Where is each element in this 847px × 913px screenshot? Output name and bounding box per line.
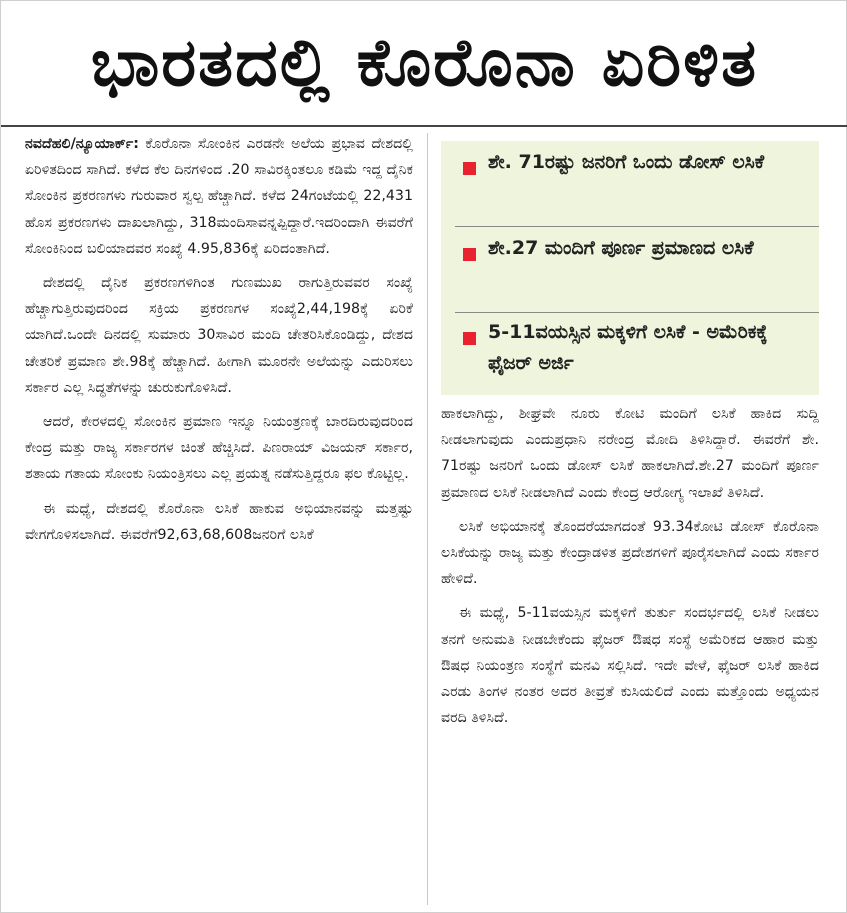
article-paragraph: ಈ ಮಧ್ಯೆ, ದೇಶದಲ್ಲಿ ಕೊರೊನಾ ಲಸಿಕೆ ಹಾಕುವ ಅಭಿಯಾನವನ್ನು ಮತ್ತಷ್ಟು ವೇಗಗೊಳಿಸಲಾಗಿದೆ. ಈವರೆಗೆ92,63,68,608ಜನರಿಗೆ ಲಸಿಕೆ [25,500,413,543]
headline: ಭಾರತದಲ್ಲಿ ಕೊರೊನಾ ಏರಿಳಿತ [1,1,847,127]
paragraph-text: ಕೊರೊನಾ ಸೋಂಕಿನ ಎರಡನೇ ಅಲೆಯ ಪ್ರಭಾವ ದೇಶದಲ್ಲಿ ಏರಿಳಿತದಿಂದ ಸಾಗಿದೆ. ಕಳೆದ ಕೆಲ ದಿನಗಳಿಂದ .20 ಸಾವಿರಕ್ಕಿಂತಲೂ ಕಡಿಮೆ ಇದ್ದ ದೈನಿಕ ಸೋಂಕಿನ ಪ್ರಕರಣಗಳು ಗುರುವಾರ ಸ್ವಲ್ಪ ಹೆಚ್ಚಾಗಿದೆ. ಕಳೆದ 24ಗಂಟೆಯಲ್ಲಿ 22,431 ಹೊಸ ಪ್ರಕರಣಗಳು ದಾಖಲಾಗಿದ್ದು, 318ಮಂದಿಸಾವನ್ನಪ್ಪಿದ್ದಾರೆ.ಇದರಿಂದಾಗಿ ಈವರೆಗೆ ಸೋಂಕಿನಿಂದ ಬಲಿಯಾದವರ ಸಂಖ್ಯೆ 4.95,836ಕ್ಕೆ ಏರಿದಂತಾಗಿದೆ. [25,136,413,257]
highlight-item [441,233,819,309]
highlight-text: ಶೇ. 71ರಷ್ಟು ಜನರಿಗೆ ಒಂದು ಡೋಸ್ ಲಸಿಕೆ [488,151,765,173]
dateline: ನವದೆಹಲಿ/ನ್ಯೂಯಾರ್ಕ್: [25,136,139,152]
left-column [25,131,413,556]
article-paragraph: ಈ ಮಧ್ಯೆ, 5-11ವಯಸ್ಸಿನ ಮಕ್ಕಳಿಗೆ ತುರ್ತು ಸಂದರ್ಭದಲ್ಲಿ ಲಸಿಕೆ ನೀಡಲು ತನಗೆ ಅನುಮತಿ ನೀಡಬೇಕೆಂದು ಫೈಜರ್ ಔಷಧ ಸಂಸ್ಥೆ ಅಮೆರಿಕದ ಆಹಾರ ಮತ್ತು ಔಷಧ ನಿಯಂತ್ರಣ ಸಂಸ್ಥೆಗೆ ಮನವಿ ಸಲ್ಲಿಸಿದೆ. ಇದೇ ವೇಳೆ, ಫೈಜರ್ ಲಸಿಕೆ ಹಾಕಿದ ಎರಡು ತಿಂಗಳ ನಂತರ ಅದರ ತೀವ್ರತೆ ಕುಸಿಯಲಿದೆ ಎಂದು ಮತ್ತೊಂದು ಅಧ್ಯಯನ ವರದಿ ತಿಳಿಸಿದೆ. [441,605,819,727]
right-column [441,401,819,739]
article-paragraph: ಆದರೆ, ಕೇರಳದಲ್ಲಿ ಸೋಂಕಿನ ಪ್ರಮಾಣ ಇನ್ನೂ ನಿಯಂತ್ರಣಕ್ಕೆ ಬಾರದಿರುವುದರಿಂದ ಕೇಂದ್ರ ಮತ್ತು ರಾಜ್ಯ ಸರ್ಕಾರಗಳ ಚಿಂತೆ ಹೆಚ್ಚಿಸಿದೆ. ಪಿಣರಾಯ್ ವಿಜಯನ್ ಸರ್ಕಾರ, ಶತಾಯ ಗತಾಯ ಸೋಂಕು ನಿಯಂತ್ರಿಸಲು ಎಲ್ಲ ಪ್ರಯತ್ನ ನಡೆಸುತ್ತಿದ್ದರೂ ಫಲ ಕೊಟ್ಟಿಲ್ಲ. [25,414,413,483]
column-divider [427,133,428,905]
highlights-box [441,141,819,395]
highlight-item [441,147,819,223]
article-paragraph: ಲಸಿಕೆ ಅಭಿಯಾನಕ್ಕೆ ತೊಂದರೆಯಾಗದಂತೆ 93.34ಕೋಟಿ ಡೋಸ್ ಕೊರೊನಾ ಲಸಿಕೆಯನ್ನು ರಾಜ್ಯ ಮತ್ತು ಕೇಂದ್ರಾಡಳಿತ ಪ್ರದೇಶಗಳಿಗೆ ಪೂರೈಸಲಾಗಿದೆ ಎಂದು ಸರ್ಕಾರ ಹೇಳಿದೆ. [441,518,819,588]
red-square-bullet-icon [463,162,476,175]
highlight-separator [455,226,819,227]
highlight-separator [455,312,819,313]
red-square-bullet-icon [463,248,476,261]
highlight-text: ಶೇ.27 ಮಂದಿಗೆ ಪೂರ್ಣ ಪ್ರಮಾಣದ ಲಸಿಕೆ [488,237,754,259]
article-paragraph [25,131,413,262]
highlight-item [441,317,819,393]
article-paragraph: ದೇಶದಲ್ಲಿ ದೈನಿಕ ಪ್ರಕರಣಗಳಿಗಿಂತ ಗುಣಮುಖ ರಾಗುತ್ತಿರುವವರ ಸಂಖ್ಯೆ ಹೆಚ್ಚಾಗುತ್ತಿರುವುದರಿಂದ ಸಕ್ರಿಯ ಪ್ರಕರಣಗಳ ಸಂಖ್ಯೆ2,44,198ಕ್ಕೆ ಏರಿಕೆ ಯಾಗಿದೆ.ಒಂದೇ ದಿನದಲ್ಲಿ ಸುಮಾರು 30ಸಾವಿರ ಮಂದಿ ಚೇತರಿಸಿಕೊಂಡಿದ್ದು, ದೇಶದ ಚೇತರಿಕೆ ಪ್ರಮಾಣ ಶೇ.98ಕ್ಕೆ ಹೆಚ್ಚಾಗಿದೆ. ಹೀಗಾಗಿ ಮೂರನೇ ಅಲೆಯನ್ನು ಎದುರಿಸಲು ಸರ್ಕಾರ ಎಲ್ಲ ಸಿದ್ಧತೆಗಳನ್ನು ಚುರುಕುಗೊಳಿಸಿದೆ. [25,275,413,396]
article-paragraph: ಹಾಕಲಾಗಿದ್ದು, ಶೀಘ್ರವೇ ನೂರು ಕೋಟಿ ಮಂದಿಗೆ ಲಸಿಕೆ ಹಾಕಿದ ಸುದ್ದಿ ನೀಡಲಾಗುವುದು ಎಂದುಪ್ರಧಾನಿ ನರೇಂದ್ರ ಮೋದಿ ತಿಳಿಸಿದ್ದಾರೆ. ಈವರೆಗೆ ಶೇ. 71ರಷ್ಟು ಜನರಿಗೆ ಒಂದು ಡೋಸ್ ಲಸಿಕೆ ಹಾಕಲಾಗಿದೆ.ಶೇ.27 ಮಂದಿಗೆ ಪೂರ್ಣ ಪ್ರಮಾಣದ ಲಸಿಕೆ ನೀಡಲಾಗಿದೆ ಎಂದು ಕೇಂದ್ರ ಆರೋಗ್ಯ ಇಲಾಖೆ ತಿಳಿಸಿದೆ. [441,406,819,501]
red-square-bullet-icon [463,332,476,345]
highlight-text: 5-11ವಯಸ್ಸಿನ ಮಕ್ಕಳಿಗೆ ಲಸಿಕೆ - ಅಮೆರಿಕಕ್ಕೆ ಫೈಜರ್ ಅರ್ಜಿ [488,321,768,374]
